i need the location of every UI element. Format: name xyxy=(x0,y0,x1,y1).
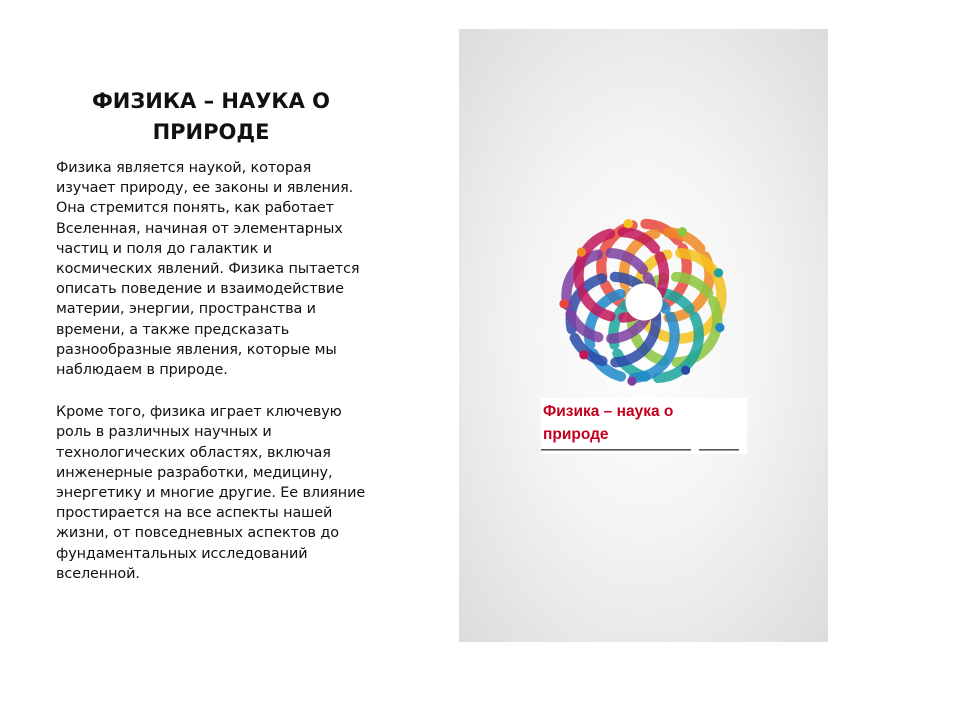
emblem-dot xyxy=(627,376,636,385)
cover-label-box xyxy=(541,398,747,454)
text-column xyxy=(56,86,366,584)
paragraph-role: Кроме того, физика играет ключевую роль в различных научных и технологических областях, включая инженерные разработки, медицину, энергетику и многие другие. Ее влияние простирается на все аспекты нашей жизни, от повседневных аспектов до фундаментальных исследований вселенной. xyxy=(56,404,366,582)
page-title: ФИЗИКА – НАУКА О ПРИРОДЕ xyxy=(91,89,331,144)
emblem-dot xyxy=(624,219,633,228)
paragraph-intro: Физика является наукой, которая изучает природу, ее законы и явления. Она стремится понять, как работает Вселенная, начиная от элементарных частиц и поля до галактик и космических явлений. Физика пытается описать поведение и взаимодействие материи, энергии, пространства и времени, а также предсказать разнообразные явления, которые мы наблюдаем в природе. xyxy=(56,160,360,379)
emblem-dot xyxy=(714,268,723,277)
emblem-dot xyxy=(559,299,568,308)
emblem-dot xyxy=(579,350,588,359)
colorful-knot-emblem-icon xyxy=(551,209,737,395)
emblem-dot xyxy=(678,227,687,236)
emblem-dot xyxy=(577,247,586,256)
emblem-dot xyxy=(681,366,690,375)
cover-image xyxy=(459,29,828,642)
label-underline-scraps xyxy=(541,448,747,454)
cover-label: Физика – наука о природе xyxy=(543,403,674,443)
emblem-dot xyxy=(715,323,724,332)
